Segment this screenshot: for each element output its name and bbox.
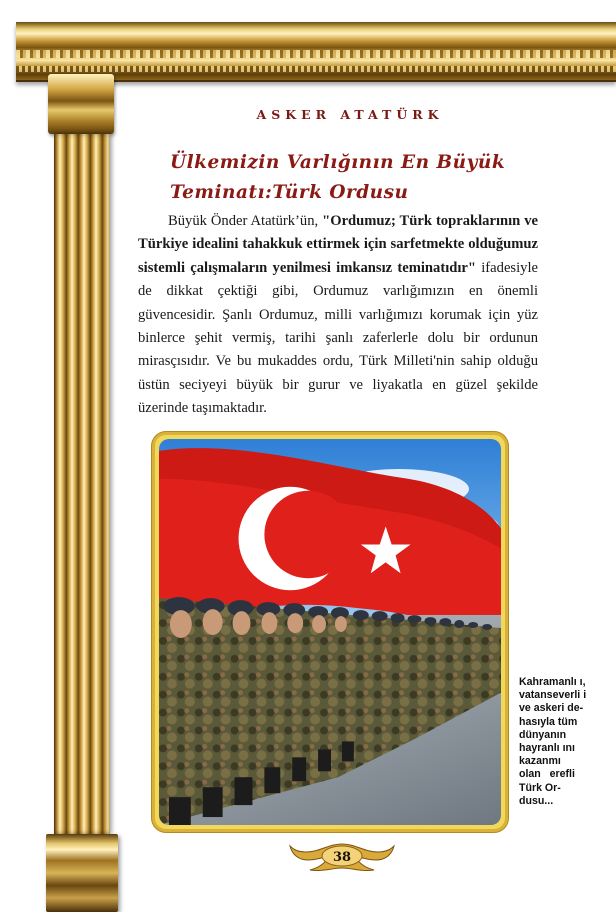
beam-bead-molding	[16, 50, 616, 58]
caption-line: Türk Or-	[519, 781, 561, 794]
photo-frame	[152, 432, 508, 832]
caption-line: Kahramanlı ı,	[519, 676, 586, 688]
caption-line: vatanseverli i	[519, 689, 587, 702]
atatürk-quote: "Ordumuz; Türk topraklarının ve Türkiye idealini tahakkuk ettirmek için sarfetmekte olduğumuz sistemli çalışmaların yenilmesi imkansız teminatıdır"	[138, 213, 539, 276]
caption-line: kazanmı	[519, 755, 561, 768]
page-number-ornament	[288, 838, 396, 878]
caption-line: olan erefli	[519, 768, 575, 781]
paragraph-intro: Büyük Önder Atatürk’ün,	[168, 213, 323, 229]
caption-line: hasıyla tüm	[519, 715, 578, 728]
column-base	[46, 834, 118, 912]
headline-line-2: Teminatı:Türk Ordusu	[170, 182, 409, 203]
gold-frame-left-column	[38, 74, 118, 912]
page-number: 38	[332, 850, 352, 865]
paragraph-rest: ifadesiyle de dikkat çektiği gibi, Ordumuz varlığımızın en önemli güvencesidir. Şanlı Ordumuz, milli varlığımızı korumak için yüz binlerce şehit vermiş, tarihi şanlı zaferlerle dolu bir ordunun mirasçısıdır. Ve bu mukaddes ordu, Türk Milleti'nin sahip olduğu üstün seciyeyi büyük bir gurur ve liyakatla en güzel şekilde üzerinde taşımaktadır.	[138, 259, 538, 417]
gold-frame-top-beam	[16, 22, 616, 82]
caption-line: ve askeri de-	[519, 702, 584, 715]
running-header: ASKER ATATÜRK	[256, 107, 444, 122]
body-paragraph	[138, 210, 538, 421]
paragraph	[138, 210, 538, 421]
photo-caption	[519, 676, 611, 808]
column-capital	[48, 74, 114, 134]
soldiers-flag-photo	[159, 439, 501, 825]
caption-line: dusu...	[519, 794, 554, 807]
soldiers-formation	[159, 439, 501, 825]
headline-line-1: Ülkemizin Varlığının En Büyük	[170, 152, 506, 173]
column-fluted-shaft	[54, 134, 110, 834]
caption-line: hayranlı ını	[519, 742, 575, 755]
caption-line: dünyanın	[519, 728, 567, 741]
beam-dentil-molding	[16, 66, 616, 72]
section-headline	[170, 148, 590, 208]
